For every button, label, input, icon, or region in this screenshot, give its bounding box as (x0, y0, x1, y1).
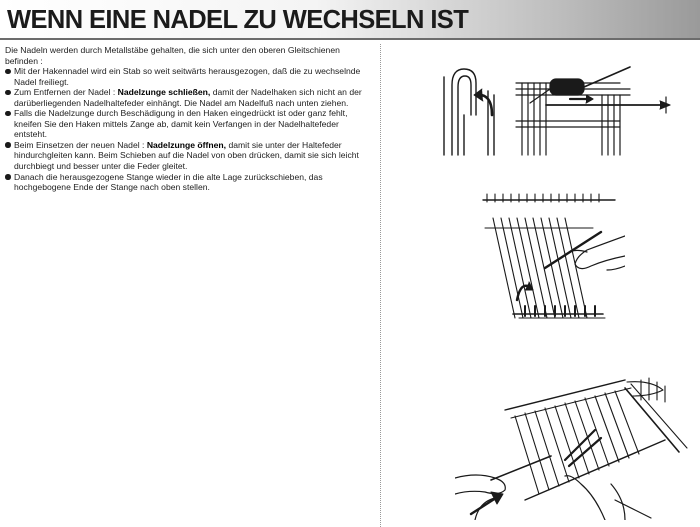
step-text-before: Danach die herausgezogene Stange wieder in die alte Lage zurückschieben, das hochgebogene Ende der Stange nach oben stellen. (14, 171, 323, 193)
bullet-icon (5, 142, 11, 148)
bullet-icon (5, 111, 11, 117)
step-item (5, 66, 362, 87)
bullet-icon (5, 90, 11, 96)
bullet-icon (5, 69, 11, 75)
rotate-arrow-icon (474, 89, 492, 115)
step-text-bold: Nadelzunge öffnen, (146, 139, 227, 150)
needle-bed-detail-icon (516, 67, 670, 155)
step-text-bold: Nadelzunge schließen, (117, 87, 211, 98)
header-banner (0, 0, 700, 40)
steps-list (5, 66, 362, 193)
figure-rod-extraction (430, 55, 680, 165)
step-text-before: Falls die Nadelzunge durch Beschädigung in den Haken eingedrückt ist oder ganz fehlt, kneifen Sie den Haken mittels Zange ab, damit kein Verfangen in der Nadelhaltefeder entsteht. (14, 108, 348, 140)
column-divider (380, 44, 381, 527)
step-item (5, 87, 362, 108)
figure-needle-removal (475, 188, 625, 328)
hand-with-tool-icon (545, 232, 625, 270)
instructions-column (5, 45, 362, 193)
step-item (5, 172, 362, 193)
needle-row-icon (483, 194, 615, 318)
step-text-before: Zum Entfernen der Nadel : (14, 87, 118, 98)
bullet-icon (5, 174, 11, 180)
needle-bed-angled-icon (505, 378, 687, 500)
needle-hook-detail-icon (444, 69, 494, 155)
step-item (5, 108, 362, 140)
step-item (5, 140, 362, 172)
step-text-before: Mit der Hakennadel wird ein Stab so weit seitwärts herausgezogen, daß die zu wechselnde Nadel freiliegt. (14, 66, 361, 87)
step-text-after: damit sie unter der Haltefeder hindurchgleiten kann. Beim Schieben auf die Nadel von oben drücken, damit sie sich leicht durchbiegt und besser unter die Feder gleitet. (14, 139, 359, 172)
figure-needle-insertion (455, 360, 695, 520)
insert-arrow-icon (471, 492, 503, 514)
page-title: WENN EINE NADEL ZU WECHSELN IST (7, 6, 469, 34)
intro-paragraph: Die Nadeln werden durch Metallstäbe gehalten, die sich unter den oberen Gleitschienen befinden : (5, 45, 340, 66)
step-text-after: damit der Nadelhaken sich nicht an der darüberliegenden Nadelhaltefeder einhängt. Die Nadel am Nadelfuß nach unten ziehen. (14, 87, 362, 108)
step-text-before: Beim Einsetzen der neuen Nadel : (14, 139, 147, 150)
